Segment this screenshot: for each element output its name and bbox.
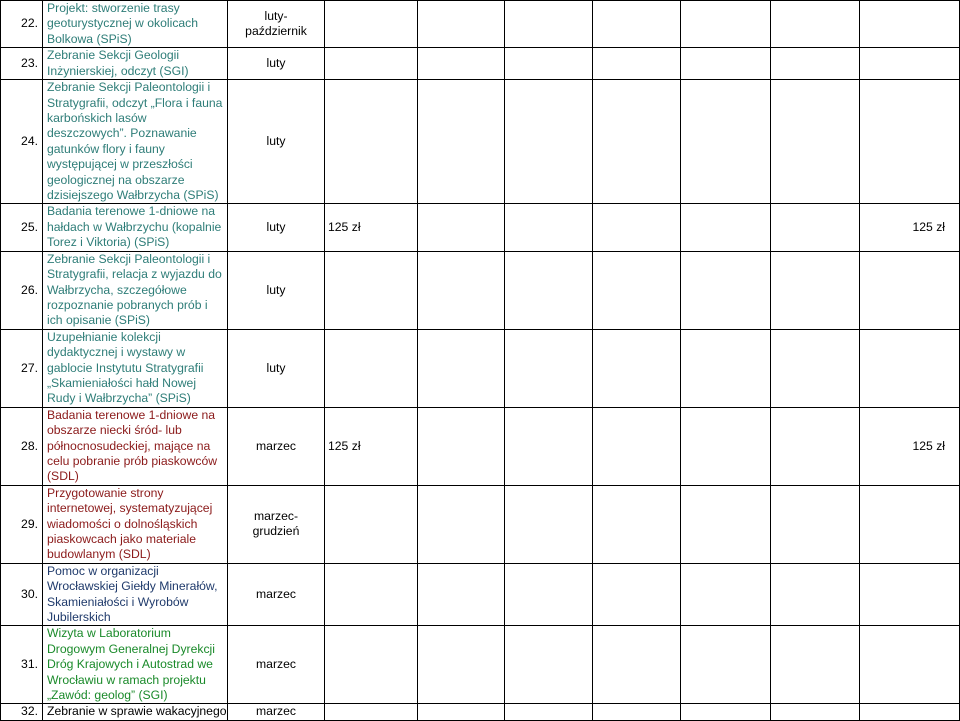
activity-period: marzec <box>228 563 325 626</box>
row-number: 26. <box>1 251 43 329</box>
activity-period: marzec <box>228 626 325 704</box>
row-number: 31. <box>1 626 43 704</box>
row-number: 27. <box>1 329 43 407</box>
table-row <box>1 48 960 80</box>
activity-period: luty <box>228 80 325 204</box>
table-row <box>1 204 960 251</box>
row-number: 28. <box>1 407 43 485</box>
activity-description: Wizyta w Laboratorium Drogowym Generalnej Dyrekcji Dróg Krajowych i Autostrad we Wrocławiu w ramach projektu „Zawód: geolog” (SGI) <box>43 626 228 704</box>
activity-description: Projekt: stworzenie trasy geoturystycznej w okolicach Bolkowa (SPiS) <box>43 1 228 48</box>
activity-description: Zebranie w sprawie wakacyjnego <box>43 704 228 720</box>
activity-cost: 125 zł <box>325 204 418 251</box>
activity-period: luty <box>228 204 325 251</box>
activity-description: Zebranie Sekcji Paleontologii i Stratygrafii, odczyt „Flora i fauna karbońskich lasów deszczowych”. Poznawanie gatunków flory i fauny występującej w przeszłości geologicznej na obszarze dzisiejszego Wałbrzycha (SPiS) <box>43 80 228 204</box>
row-number: 25. <box>1 204 43 251</box>
table-row <box>1 704 960 720</box>
table-row <box>1 80 960 204</box>
activity-description: Zebranie Sekcji Geologii Inżynierskiej, odczyt (SGI) <box>43 48 228 80</box>
activity-description: Pomoc w organizacji Wrocławskiej Giełdy Minerałów, Skamieniałości i Wyrobów Jubilerskich <box>43 563 228 626</box>
activity-period: luty <box>228 329 325 407</box>
activity-period: marzec <box>228 407 325 485</box>
table-row <box>1 1 960 48</box>
activity-period: luty <box>228 48 325 80</box>
row-number: 24. <box>1 80 43 204</box>
row-number: 30. <box>1 563 43 626</box>
table-row <box>1 563 960 626</box>
activity-description: Przygotowanie strony internetowej, systematyzującej wiadomości o dolnośląskich piaskowcach jako materiale budowlanym (SDL) <box>43 485 228 563</box>
activity-period: marzec <box>228 704 325 720</box>
activity-total: 125 zł <box>860 204 960 251</box>
table-row <box>1 329 960 407</box>
activity-description: Zebranie Sekcji Paleontologii i Stratygrafii, relacja z wyjazdu do Wałbrzycha, szczegółowe rozpoznanie pobranych prób i ich opisanie (SPiS) <box>43 251 228 329</box>
table-row <box>1 485 960 563</box>
activity-description: Uzupełnianie kolekcji dydaktycznej i wystawy w gablocie Instytutu Stratygrafii „Skamieniałości hałd Nowej Rudy i Wałbrzycha” (SPiS) <box>43 329 228 407</box>
activity-description: Badania terenowe 1-dniowe na hałdach w Wałbrzychu (kopalnie Torez i Viktoria) (SPiS) <box>43 204 228 251</box>
activity-period: luty- październik <box>228 1 325 48</box>
activity-period: luty <box>228 251 325 329</box>
row-number: 22. <box>1 1 43 48</box>
activity-cost: 125 zł <box>325 407 418 485</box>
table-row <box>1 626 960 704</box>
activity-period: marzec- grudzień <box>228 485 325 563</box>
row-number: 32. <box>1 704 43 720</box>
row-number: 29. <box>1 485 43 563</box>
row-number: 23. <box>1 48 43 80</box>
table-row <box>1 251 960 329</box>
activity-total: 125 zł <box>860 407 960 485</box>
table-row <box>1 407 960 485</box>
activity-description: Badania terenowe 1-dniowe na obszarze niecki śród- lub północnosudeckiej, mające na celu pobranie prób piaskowców (SDL) <box>43 407 228 485</box>
